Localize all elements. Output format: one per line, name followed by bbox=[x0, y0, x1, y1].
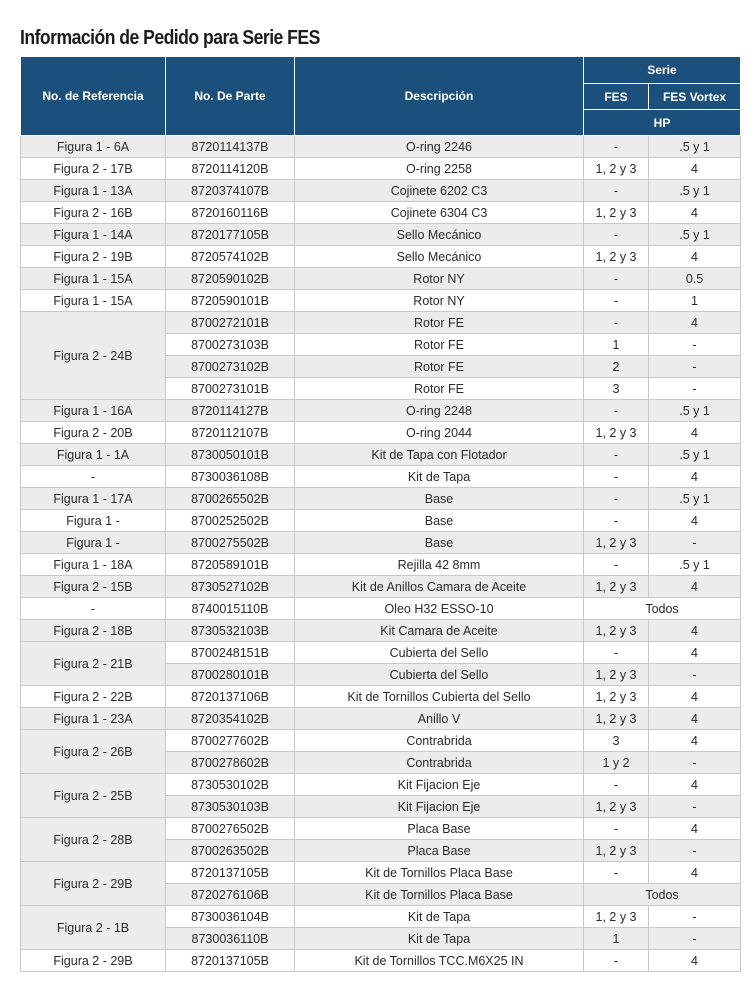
page-title: Información de Pedido para Serie FES bbox=[20, 27, 320, 49]
cell-fes: - bbox=[584, 466, 649, 488]
cell-fes: - bbox=[584, 862, 649, 884]
cell-desc: Sello Mecánico bbox=[295, 224, 584, 246]
cell-vortex: 4 bbox=[649, 620, 741, 642]
cell-fes: - bbox=[584, 400, 649, 422]
cell-desc: Contrabrida bbox=[295, 752, 584, 774]
cell-ref: Figura 1 - 14A bbox=[21, 224, 166, 246]
cell-desc: Base bbox=[295, 488, 584, 510]
cell-desc: Kit de Tornillos Cubierta del Sello bbox=[295, 686, 584, 708]
table-row bbox=[21, 290, 741, 312]
cell-fes: - bbox=[584, 136, 649, 158]
cell-vortex: 4 bbox=[649, 950, 741, 972]
cell-vortex: 4 bbox=[649, 774, 741, 796]
cell-part: 8700278602B bbox=[166, 752, 295, 774]
cell-desc: Kit de Tapa bbox=[295, 466, 584, 488]
order-table bbox=[20, 56, 741, 972]
cell-desc: Kit Fijacion Eje bbox=[295, 774, 584, 796]
cell-ref: Figura 2 - 29B bbox=[21, 862, 166, 906]
table-row bbox=[21, 598, 741, 620]
cell-part: 8730050101B bbox=[166, 444, 295, 466]
cell-desc: Cubierta del Sello bbox=[295, 664, 584, 686]
cell-fes: 1, 2 y 3 bbox=[584, 620, 649, 642]
cell-part: 8700277602B bbox=[166, 730, 295, 752]
cell-desc: Cojinete 6202 C3 bbox=[295, 180, 584, 202]
cell-ref: Figura 2 - 19B bbox=[21, 246, 166, 268]
cell-desc: Rotor NY bbox=[295, 290, 584, 312]
cell-desc: Rotor FE bbox=[295, 312, 584, 334]
cell-vortex: 4 bbox=[649, 576, 741, 598]
cell-part: 8730036108B bbox=[166, 466, 295, 488]
table-row bbox=[21, 466, 741, 488]
cell-desc: Rotor FE bbox=[295, 356, 584, 378]
cell-part: 8700275502B bbox=[166, 532, 295, 554]
table-row bbox=[21, 488, 741, 510]
cell-part: 8700248151B bbox=[166, 642, 295, 664]
table-row bbox=[21, 774, 741, 796]
cell-desc: Base bbox=[295, 532, 584, 554]
cell-fes: 1, 2 y 3 bbox=[584, 532, 649, 554]
cell-desc: Placa Base bbox=[295, 818, 584, 840]
cell-part: 8720137105B bbox=[166, 950, 295, 972]
table-row bbox=[21, 312, 741, 334]
cell-vortex: - bbox=[649, 334, 741, 356]
cell-vortex: 4 bbox=[649, 202, 741, 224]
cell-part: 8720589101B bbox=[166, 554, 295, 576]
header-fes: FES bbox=[584, 84, 649, 110]
table-row bbox=[21, 532, 741, 554]
cell-vortex: 4 bbox=[649, 158, 741, 180]
cell-ref: Figura 1 - bbox=[21, 510, 166, 532]
cell-part: 8720114127B bbox=[166, 400, 295, 422]
cell-part: 8700273101B bbox=[166, 378, 295, 400]
cell-part: 8700273102B bbox=[166, 356, 295, 378]
cell-desc: O-ring 2246 bbox=[295, 136, 584, 158]
cell-fes: 1, 2 y 3 bbox=[584, 796, 649, 818]
cell-vortex: .5 y 1 bbox=[649, 224, 741, 246]
cell-fes: 1, 2 y 3 bbox=[584, 664, 649, 686]
table-row bbox=[21, 510, 741, 532]
header-vortex: FES Vortex bbox=[649, 84, 741, 110]
table-body bbox=[21, 136, 741, 972]
cell-vortex: - bbox=[649, 378, 741, 400]
cell-part: 8700280101B bbox=[166, 664, 295, 686]
table-row bbox=[21, 422, 741, 444]
table-header bbox=[21, 57, 741, 136]
cell-fes: 1, 2 y 3 bbox=[584, 576, 649, 598]
table-row bbox=[21, 686, 741, 708]
table-row bbox=[21, 950, 741, 972]
cell-part: 8720137106B bbox=[166, 686, 295, 708]
cell-part: 8730036104B bbox=[166, 906, 295, 928]
cell-desc: Sello Mecánico bbox=[295, 246, 584, 268]
table-row bbox=[21, 224, 741, 246]
cell-part: 8730532103B bbox=[166, 620, 295, 642]
cell-desc: O-ring 2258 bbox=[295, 158, 584, 180]
header-ref: No. de Referencia bbox=[21, 57, 166, 136]
cell-part: 8720160116B bbox=[166, 202, 295, 224]
cell-vortex: 4 bbox=[649, 642, 741, 664]
cell-part: 8720374107B bbox=[166, 180, 295, 202]
cell-vortex: - bbox=[649, 664, 741, 686]
cell-part: 8720177105B bbox=[166, 224, 295, 246]
cell-fes: - bbox=[584, 510, 649, 532]
cell-part: 8700272101B bbox=[166, 312, 295, 334]
cell-vortex: 4 bbox=[649, 862, 741, 884]
cell-fes: 1 y 2 bbox=[584, 752, 649, 774]
table-row bbox=[21, 708, 741, 730]
cell-vortex: - bbox=[649, 928, 741, 950]
cell-fes: 1, 2 y 3 bbox=[584, 246, 649, 268]
cell-part: 8720590102B bbox=[166, 268, 295, 290]
cell-vortex: 0.5 bbox=[649, 268, 741, 290]
cell-ref: Figura 1 - 16A bbox=[21, 400, 166, 422]
cell-ref: Figura 2 - 20B bbox=[21, 422, 166, 444]
cell-vortex: .5 y 1 bbox=[649, 180, 741, 202]
table-row bbox=[21, 268, 741, 290]
cell-fes: - bbox=[584, 224, 649, 246]
table-row bbox=[21, 862, 741, 884]
cell-vortex: .5 y 1 bbox=[649, 488, 741, 510]
cell-part: 8720574102B bbox=[166, 246, 295, 268]
cell-fes: 1, 2 y 3 bbox=[584, 202, 649, 224]
table-row bbox=[21, 136, 741, 158]
cell-vortex: .5 y 1 bbox=[649, 400, 741, 422]
cell-ref: Figura 2 - 15B bbox=[21, 576, 166, 598]
cell-part: 8700265502B bbox=[166, 488, 295, 510]
cell-desc: Cojinete 6304 C3 bbox=[295, 202, 584, 224]
cell-fes: 1, 2 y 3 bbox=[584, 158, 649, 180]
table-row bbox=[21, 158, 741, 180]
cell-desc: O-ring 2248 bbox=[295, 400, 584, 422]
cell-fes: 3 bbox=[584, 378, 649, 400]
cell-fes: - bbox=[584, 180, 649, 202]
table-row bbox=[21, 400, 741, 422]
cell-desc: Placa Base bbox=[295, 840, 584, 862]
cell-part: 8720276106B bbox=[166, 884, 295, 906]
cell-ref: Figura 2 - 25B bbox=[21, 774, 166, 818]
cell-vortex: - bbox=[649, 906, 741, 928]
header-hp: HP bbox=[584, 110, 741, 136]
cell-vortex: 4 bbox=[649, 422, 741, 444]
cell-fes: 1, 2 y 3 bbox=[584, 906, 649, 928]
cell-desc: Rotor NY bbox=[295, 268, 584, 290]
cell-ref: Figura 2 - 29B bbox=[21, 950, 166, 972]
cell-ref: Figura 1 - 18A bbox=[21, 554, 166, 576]
cell-part: 8730530102B bbox=[166, 774, 295, 796]
table-row bbox=[21, 444, 741, 466]
cell-desc: Kit Fijacion Eje bbox=[295, 796, 584, 818]
cell-desc: Kit Camara de Aceite bbox=[295, 620, 584, 642]
table-row bbox=[21, 818, 741, 840]
cell-ref: Figura 1 - 1A bbox=[21, 444, 166, 466]
cell-vortex: 4 bbox=[649, 312, 741, 334]
cell-desc: Cubierta del Sello bbox=[295, 642, 584, 664]
cell-ref: Figura 2 - 21B bbox=[21, 642, 166, 686]
cell-fes: - bbox=[584, 312, 649, 334]
cell-part: 8700263502B bbox=[166, 840, 295, 862]
cell-vortex: - bbox=[649, 752, 741, 774]
cell-fes: 1, 2 y 3 bbox=[584, 686, 649, 708]
cell-ref: Figura 2 - 18B bbox=[21, 620, 166, 642]
cell-ref: Figura 2 - 16B bbox=[21, 202, 166, 224]
cell-fes: - bbox=[584, 268, 649, 290]
cell-ref: Figura 2 - 17B bbox=[21, 158, 166, 180]
cell-fes: 2 bbox=[584, 356, 649, 378]
cell-vortex: 4 bbox=[649, 510, 741, 532]
cell-desc: Kit de Tornillos Placa Base bbox=[295, 862, 584, 884]
table-row bbox=[21, 180, 741, 202]
cell-desc: Anillo V bbox=[295, 708, 584, 730]
cell-vortex: - bbox=[649, 840, 741, 862]
cell-vortex: 4 bbox=[649, 246, 741, 268]
cell-part: 8720590101B bbox=[166, 290, 295, 312]
cell-vortex: 4 bbox=[649, 730, 741, 752]
cell-both: Todos bbox=[584, 598, 741, 620]
cell-part: 8730527102B bbox=[166, 576, 295, 598]
header-part: No. De Parte bbox=[166, 57, 295, 136]
cell-desc: Rejilla 42 8mm bbox=[295, 554, 584, 576]
table-row bbox=[21, 246, 741, 268]
cell-fes: - bbox=[584, 444, 649, 466]
cell-ref: Figura 2 - 1B bbox=[21, 906, 166, 950]
cell-desc: Kit de Tapa bbox=[295, 928, 584, 950]
table-row bbox=[21, 576, 741, 598]
cell-fes: 3 bbox=[584, 730, 649, 752]
cell-part: 8720112107B bbox=[166, 422, 295, 444]
cell-ref: Figura 2 - 28B bbox=[21, 818, 166, 862]
cell-ref: Figura 1 - 13A bbox=[21, 180, 166, 202]
cell-fes: - bbox=[584, 774, 649, 796]
cell-vortex: - bbox=[649, 356, 741, 378]
cell-fes: 1 bbox=[584, 334, 649, 356]
cell-fes: 1, 2 y 3 bbox=[584, 422, 649, 444]
table-row bbox=[21, 730, 741, 752]
cell-desc: Base bbox=[295, 510, 584, 532]
cell-desc: Rotor FE bbox=[295, 378, 584, 400]
cell-fes: - bbox=[584, 488, 649, 510]
cell-part: 8720114137B bbox=[166, 136, 295, 158]
cell-fes: - bbox=[584, 950, 649, 972]
cell-part: 8700273103B bbox=[166, 334, 295, 356]
table-row bbox=[21, 906, 741, 928]
cell-part: 8700252502B bbox=[166, 510, 295, 532]
cell-desc: Kit de Tornillos Placa Base bbox=[295, 884, 584, 906]
cell-fes: 1 bbox=[584, 928, 649, 950]
cell-vortex: 4 bbox=[649, 818, 741, 840]
cell-part: 8700276502B bbox=[166, 818, 295, 840]
cell-vortex: 4 bbox=[649, 466, 741, 488]
cell-both: Todos bbox=[584, 884, 741, 906]
cell-fes: 1, 2 y 3 bbox=[584, 708, 649, 730]
cell-ref: Figura 1 - 23A bbox=[21, 708, 166, 730]
cell-ref: Figura 1 - 6A bbox=[21, 136, 166, 158]
cell-part: 8720354102B bbox=[166, 708, 295, 730]
table-row bbox=[21, 620, 741, 642]
cell-vortex: 4 bbox=[649, 708, 741, 730]
cell-part: 8720114120B bbox=[166, 158, 295, 180]
table-row bbox=[21, 642, 741, 664]
cell-part: 8730036110B bbox=[166, 928, 295, 950]
cell-desc: Kit de Tapa bbox=[295, 906, 584, 928]
cell-ref: Figura 2 - 22B bbox=[21, 686, 166, 708]
cell-ref: Figura 2 - 26B bbox=[21, 730, 166, 774]
cell-desc: O-ring 2044 bbox=[295, 422, 584, 444]
cell-ref: Figura 1 - 17A bbox=[21, 488, 166, 510]
cell-desc: Contrabrida bbox=[295, 730, 584, 752]
cell-part: 8730530103B bbox=[166, 796, 295, 818]
cell-vortex: .5 y 1 bbox=[649, 444, 741, 466]
cell-desc: Kit de Tornillos TCC.M6X25 IN bbox=[295, 950, 584, 972]
cell-desc: Oleo H32 ESSO-10 bbox=[295, 598, 584, 620]
cell-vortex: 4 bbox=[649, 686, 741, 708]
cell-ref: Figura 1 - 15A bbox=[21, 268, 166, 290]
cell-ref: Figura 1 - bbox=[21, 532, 166, 554]
cell-fes: 1, 2 y 3 bbox=[584, 840, 649, 862]
cell-part: 8720137105B bbox=[166, 862, 295, 884]
cell-ref: - bbox=[21, 598, 166, 620]
table-row bbox=[21, 554, 741, 576]
table-row bbox=[21, 202, 741, 224]
cell-fes: - bbox=[584, 290, 649, 312]
cell-desc: Kit de Tapa con Flotador bbox=[295, 444, 584, 466]
header-serie: Serie bbox=[584, 57, 741, 84]
cell-ref: - bbox=[21, 466, 166, 488]
cell-ref: Figura 2 - 24B bbox=[21, 312, 166, 400]
cell-desc: Rotor FE bbox=[295, 334, 584, 356]
cell-vortex: 1 bbox=[649, 290, 741, 312]
cell-fes: - bbox=[584, 554, 649, 576]
cell-ref: Figura 1 - 15A bbox=[21, 290, 166, 312]
cell-fes: - bbox=[584, 642, 649, 664]
cell-fes: - bbox=[584, 818, 649, 840]
cell-vortex: .5 y 1 bbox=[649, 136, 741, 158]
cell-part: 8740015110B bbox=[166, 598, 295, 620]
cell-desc: Kit de Anillos Camara de Aceite bbox=[295, 576, 584, 598]
cell-vortex: - bbox=[649, 796, 741, 818]
cell-vortex: - bbox=[649, 532, 741, 554]
header-desc: Descripción bbox=[295, 57, 584, 136]
cell-vortex: .5 y 1 bbox=[649, 554, 741, 576]
